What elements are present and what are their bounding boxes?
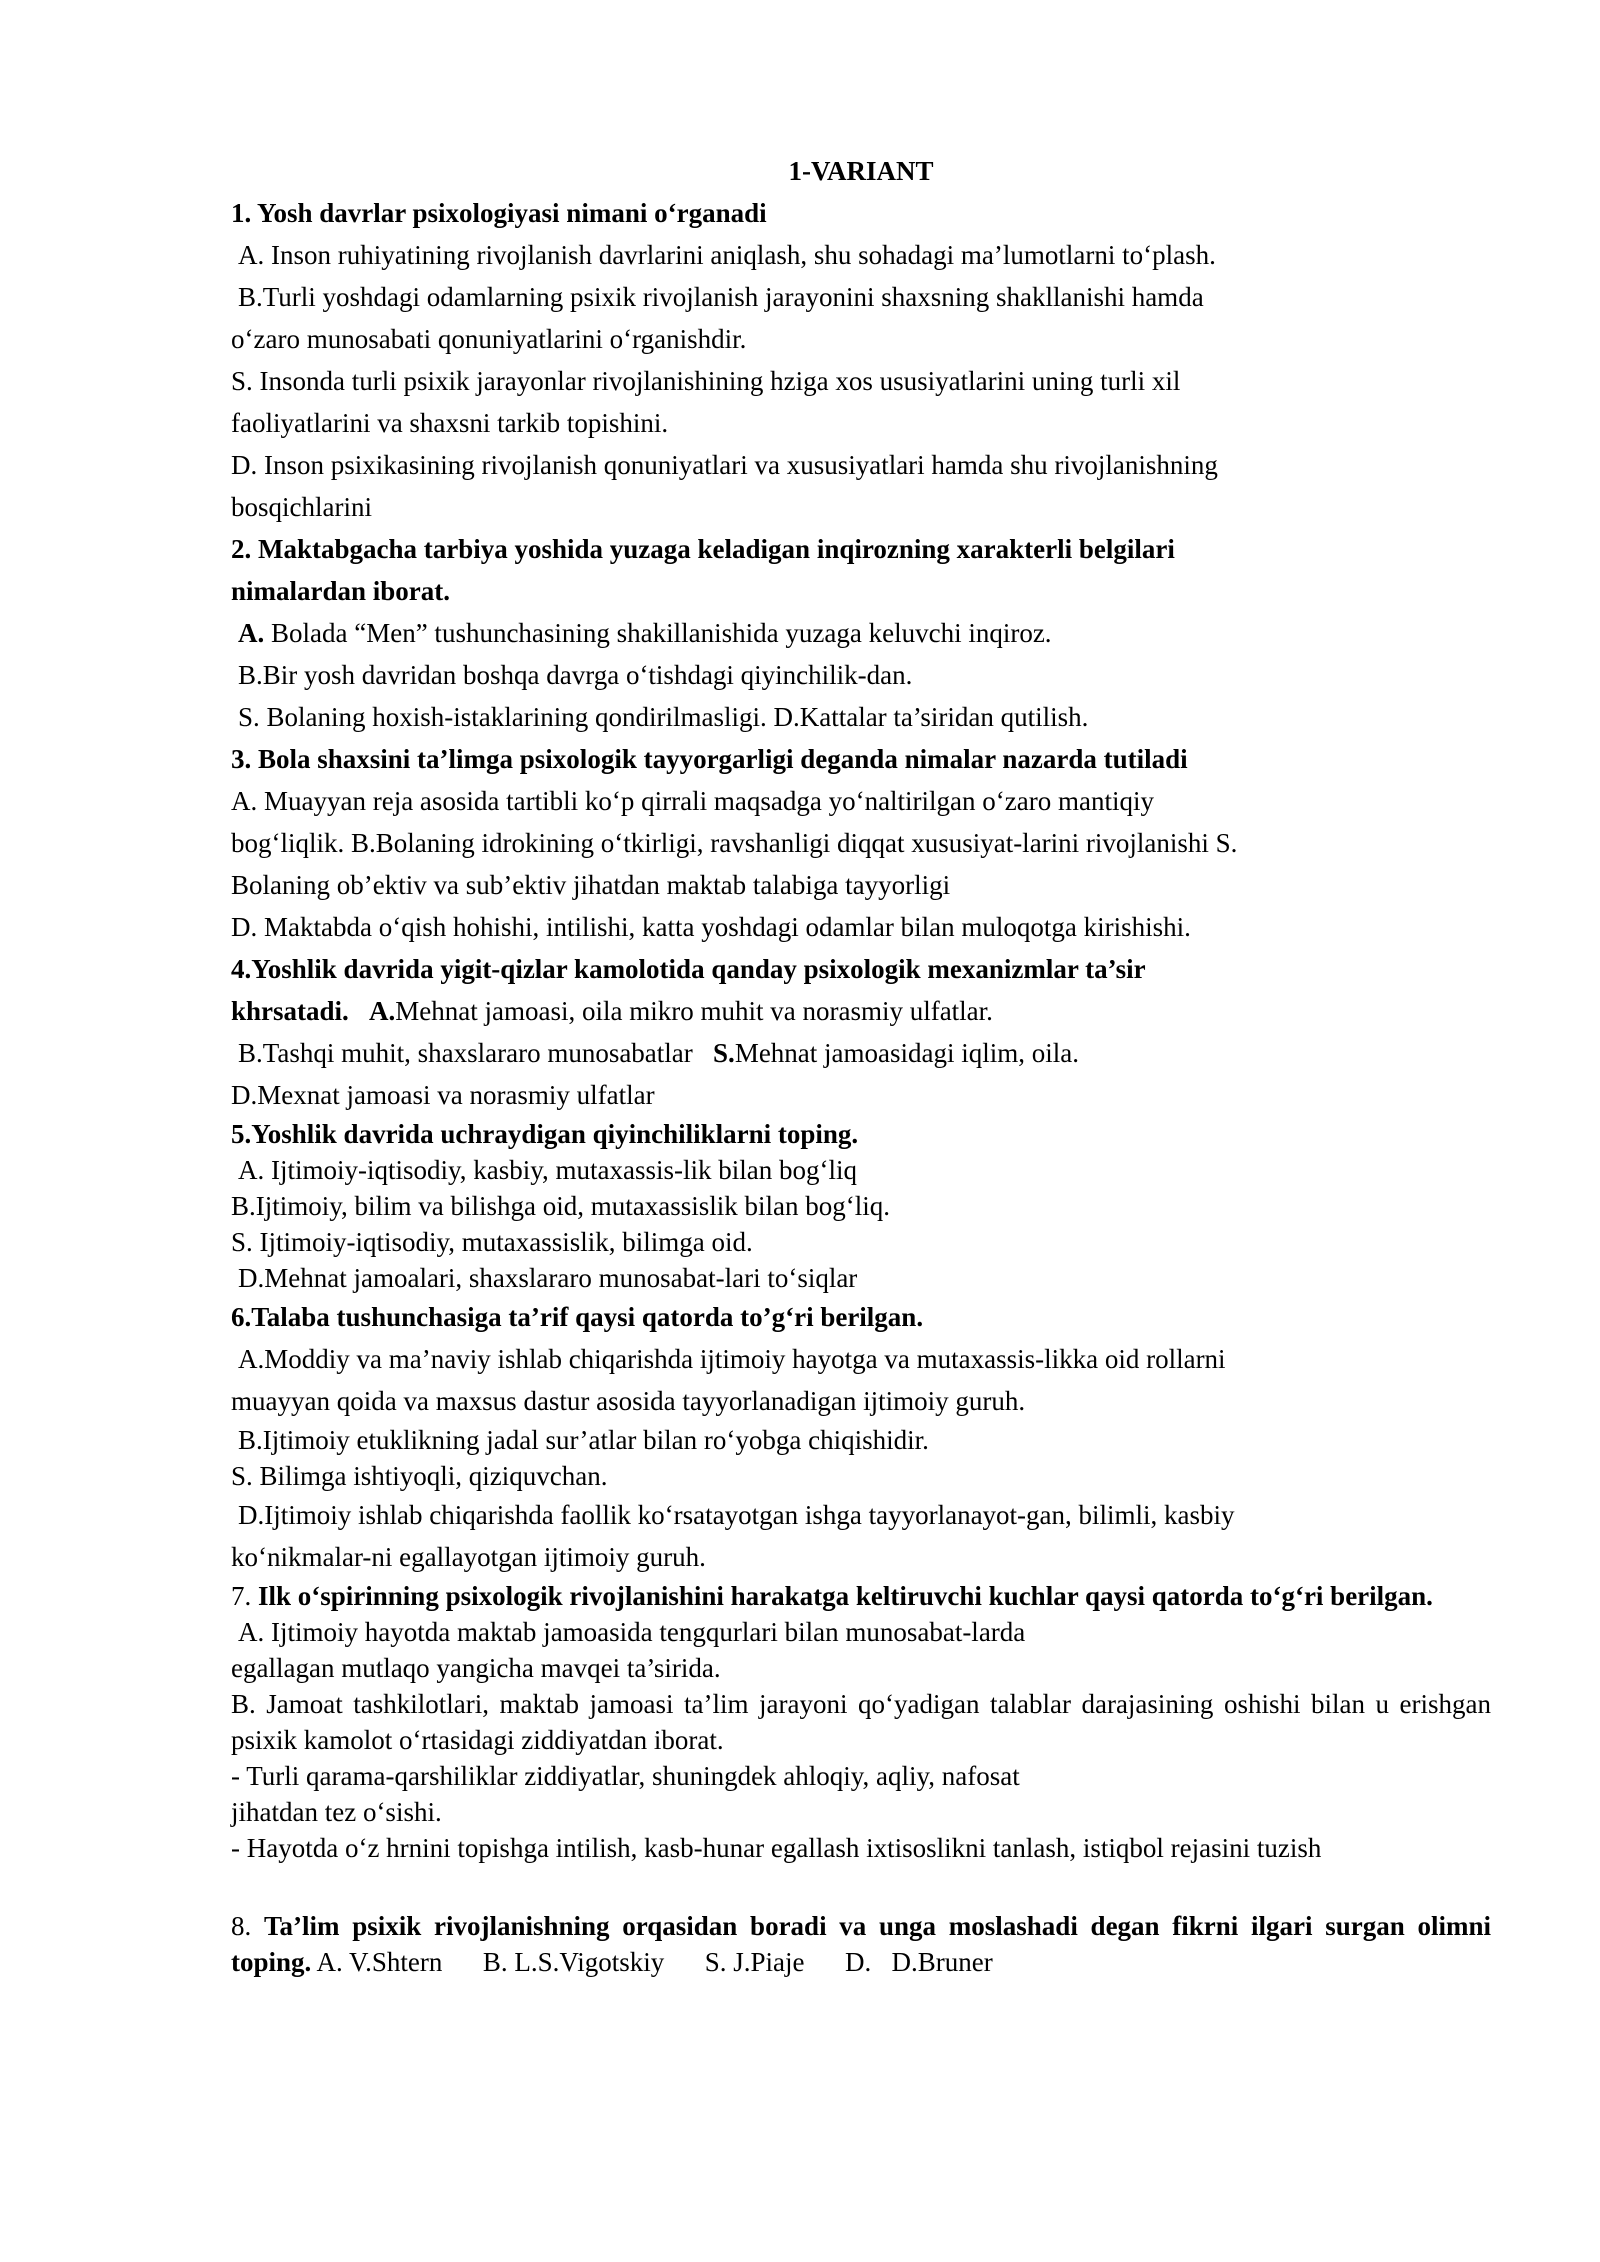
question-7-option-c-line-1: - Turli qarama-qarshiliklar ziddiyatlar, shuningdek ahloqiy, aqliy, nafosat — [231, 1761, 1020, 1791]
question-3-options-line-3: Bolaning ob’ektiv va sub’ektiv jihatdan maktab talabiga tayyorligi — [231, 870, 951, 900]
question-3-options-line-4: D. Maktabda o‘qish hohishi, intilishi, katta yoshdagi odamlar bilan muloqotga kirishishi. — [231, 912, 1191, 942]
question-7-number: 7. — [231, 1581, 258, 1611]
question-7-text — [231, 1578, 1491, 1614]
option-a-text: Mehnat jamoasi, oila mikro muhit va norasmiy ulfatlar. — [395, 996, 993, 1026]
question-4-option-b-s — [231, 1032, 1491, 1074]
question-1 — [231, 192, 1491, 528]
question-5 — [231, 1116, 1491, 1296]
question-8-text — [231, 1908, 1491, 1980]
question-2-text-line-1: 2. Maktabgacha tarbiya yoshida yuzaga keladigan inqirozning xarakterli belgilari — [231, 534, 1175, 564]
question-1-option-a: A. Inson ruhiyatining rivojlanish davrlarini aniqlash, shu sohadagi ma’lumotlarni to‘plash. — [238, 240, 1216, 270]
question-4-option-d: D.Mexnat jamoasi va norasmiy ulfatlar — [231, 1080, 655, 1110]
question-2-option-b: B.Bir yosh davridan boshqa davrga o‘tishdagi qiyinchilik-dan. — [238, 660, 913, 690]
question-5-option-d: D.Mehnat jamoalari, shaxslararo munosabat-lari to‘siqlar — [238, 1263, 858, 1293]
question-6-option-b: B.Ijtimoiy etuklikning jadal sur’atlar bilan ro‘yobga chiqishidir. — [238, 1425, 929, 1455]
question-3-text: 3. Bola shaxsini ta’limga psixologik tayyorgarligi deganda nimalar nazarda tutiladi — [231, 744, 1188, 774]
question-5-option-s: S. Ijtimoiy-iqtisodiy, mutaxassislik, bilimga oid. — [231, 1227, 753, 1257]
question-2-option-a — [231, 612, 1491, 654]
question-1-option-b-line-1: B.Turli yoshdagi odamlarning psixik rivojlanish jarayonini shaxsning shakllanishi hamda — [238, 282, 1204, 312]
question-3-options-line-1: A. Muayyan reja asosida tartibli ko‘p qirrali maqsadga yo‘naltirilgan o‘zaro mantiqiy — [231, 786, 1154, 816]
question-6-option-s: S. Bilimga ishtiyoqli, qiziquvchan. — [231, 1461, 608, 1491]
question-8-question: Ta’lim psixik rivojlanishning orqasidan boradi va unga moslashadi degan fikrni ilgari surgan olimni toping. — [231, 1911, 1492, 1977]
question-7-option-d: - Hayotda o‘z hrnini topishga intilish, kasb-hunar egallash ixtisoslikni tanlash, istiqbol rejasini tuzish — [231, 1833, 1322, 1863]
option-s-text: Mehnat jamoasidagi iqlim, oila. — [734, 1038, 1079, 1068]
question-7-option-a-line-1: A. Ijtimoiy hayotda maktab jamoasida tengqurlari bilan munosabat-larda — [238, 1617, 1026, 1647]
question-4-text-line-2 — [231, 990, 1491, 1032]
spacer — [231, 1866, 1491, 1908]
question-7-option-a-line-2: egallagan mutlaqo yangicha mavqei ta’sirida. — [231, 1653, 721, 1683]
question-7-option-b: B. Jamoat tashkilotlari, maktab jamoasi ta’lim jarayoni qo‘yadigan talablar darajasining oshishi bilan u erishgan psixik kamolot o‘rtasidagi ziddiyatdan iborat. — [231, 1689, 1491, 1755]
option-a-label: A. — [369, 996, 396, 1026]
question-1-option-s-line-2: faoliyatlarini va shaxsni tarkib topishini. — [231, 408, 669, 438]
option-s-label: S. — [713, 1038, 735, 1068]
question-3 — [231, 738, 1491, 948]
question-6-option-d-line-2: ko‘nikmalar-ni egallayotgan ijtimoiy guruh. — [231, 1542, 706, 1572]
question-4-text-tail: khrsatadi. — [231, 996, 349, 1026]
question-6-option-d-line-1: D.Ijtimoiy ishlab chiqarishda faollik ko‘rsatayotgan ishga tayyorlanayot-gan, bilimli, kasbiy — [238, 1500, 1235, 1530]
question-7 — [231, 1578, 1491, 1866]
question-6 — [231, 1296, 1491, 1578]
question-4 — [231, 948, 1491, 1116]
question-4-text-line-1: 4.Yoshlik davrida yigit-qizlar kamolotida qanday psixologik mexanizmlar ta’sir — [231, 954, 1146, 984]
question-3-options-line-2: bog‘liqlik. B.Bolaning idrokining o‘tkirligi, ravshanligi diqqat xususiyat-larini rivojlanishi S. — [231, 828, 1238, 858]
question-1-option-s-line-1: S. Insonda turli psixik jarayonlar rivojlanishining hziga xos ususiyatlarini uning turli xil — [231, 366, 1181, 396]
question-8-number: 8. — [231, 1911, 264, 1941]
question-8-answers: A. V.Shtern B. L.S.Vigotskiy S. J.Piaje D. D.Bruner — [311, 1947, 993, 1977]
question-7-option-c-line-2: jihatdan tez o‘sishi. — [231, 1797, 442, 1827]
question-5-text: 5.Yoshlik davrida uchraydigan qiyinchiliklarni toping. — [231, 1119, 859, 1149]
test-document — [231, 150, 1491, 1980]
question-1-text: 1. Yosh davrlar psixologiyasi nimani o‘rganadi — [231, 198, 767, 228]
question-1-option-d-line-2: bosqichlarini — [231, 492, 372, 522]
option-a-text: Bolada “Men” tushunchasining shakillanishida yuzaga keluvchi inqiroz. — [264, 618, 1052, 648]
question-6-option-a-line-1: A.Moddiy va ma’naviy ishlab chiqarishda ijtimoiy hayotga va mutaxassis-likka oid rollarni — [238, 1344, 1226, 1374]
question-2-option-s-d: S. Bolaning hoxish-istaklarining qondirilmasligi. D.Kattalar ta’siridan qutilish. — [238, 702, 1089, 732]
question-5-option-b: B.Ijtimoiy, bilim va bilishga oid, mutaxassislik bilan bog‘liq. — [231, 1191, 890, 1221]
question-8 — [231, 1908, 1491, 1980]
question-2-text-line-2: nimalardan iborat. — [231, 576, 451, 606]
question-1-option-b-line-2: o‘zaro munosabati qonuniyatlarini o‘rganishdir. — [231, 324, 747, 354]
question-1-option-d-line-1: D. Inson psixikasining rivojlanish qonuniyatlari va xususiyatlari hamda shu rivojlanishning — [231, 450, 1218, 480]
question-5-option-a: A. Ijtimoiy-iqtisodiy, kasbiy, mutaxassis-lik bilan bog‘liq — [238, 1155, 857, 1185]
option-b-text: B.Tashqi muhit, shaxslararo munosabatlar — [238, 1038, 693, 1068]
question-2 — [231, 528, 1491, 738]
variant-title: 1-VARIANT — [788, 156, 934, 186]
question-6-option-a-line-2: muayyan qoida va maxsus dastur asosida tayyorlanadigan ijtimoiy guruh. — [231, 1386, 1026, 1416]
question-6-text: 6.Talaba tushunchasiga ta’rif qaysi qatorda to’g‘ri berilgan. — [231, 1302, 924, 1332]
question-7-question: Ilk o‘spirinning psixologik rivojlanishini harakatga keltiruvchi kuchlar qaysi qatorda to‘g‘ri berilgan. — [258, 1581, 1433, 1611]
option-a-label: A. — [238, 618, 265, 648]
